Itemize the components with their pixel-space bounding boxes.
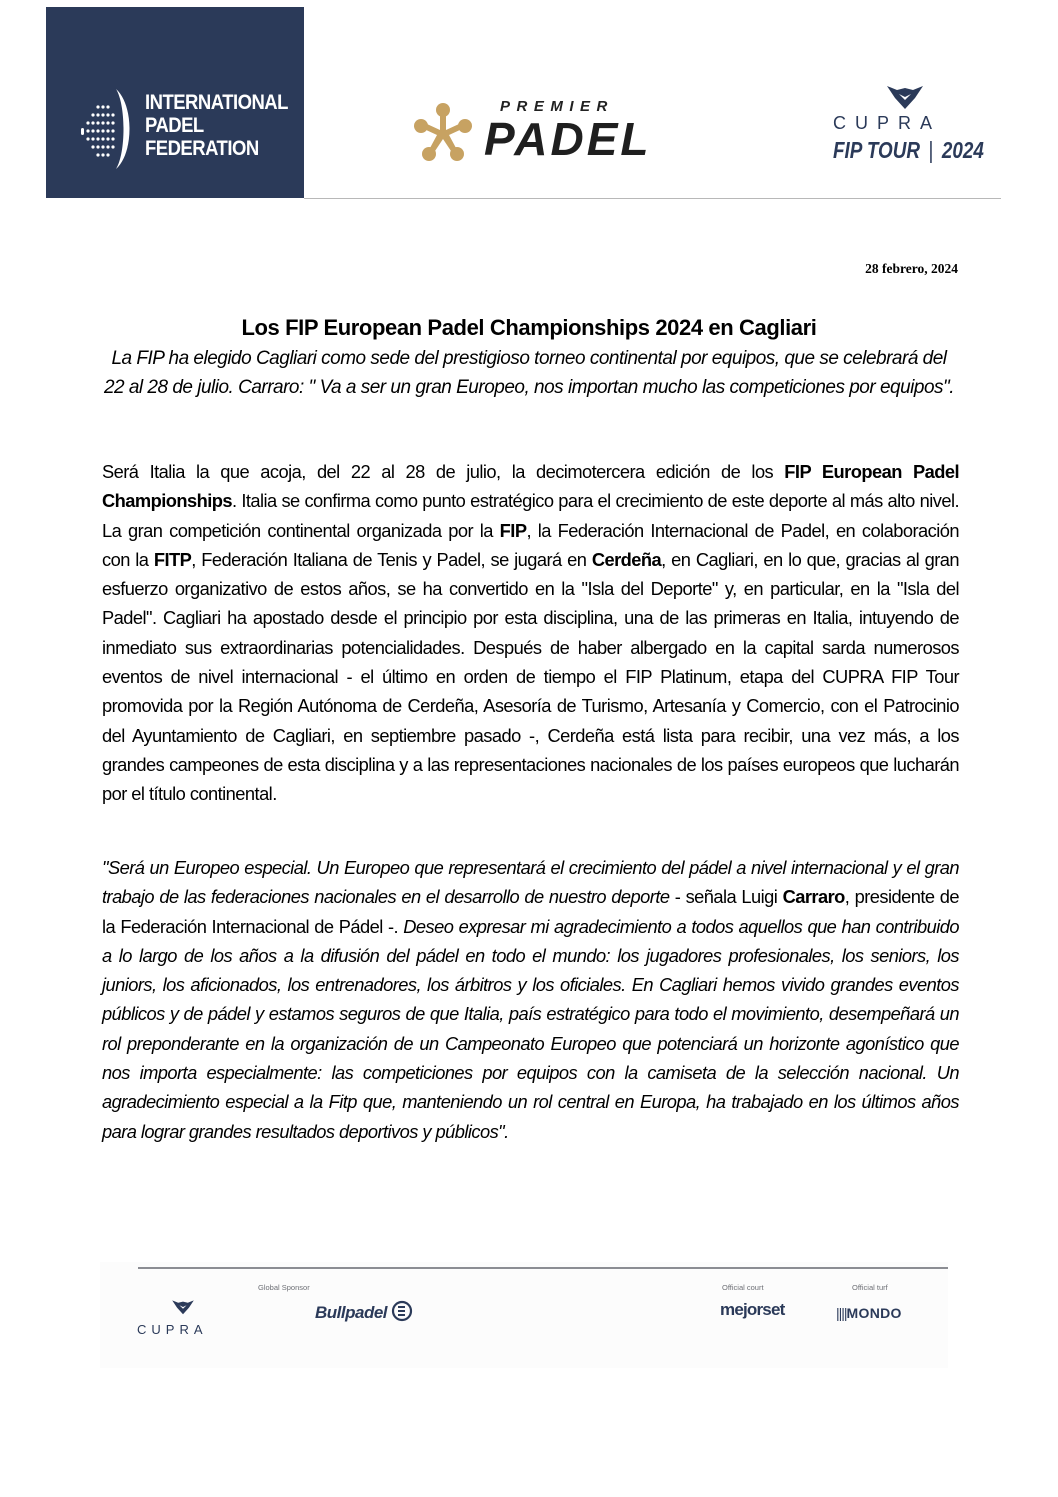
publication-date: 28 febrero, 2024 [865, 261, 958, 276]
padel-star-icon [412, 102, 474, 164]
premier-wordmark: PREMIER [500, 98, 614, 115]
ipf-wordmark [145, 91, 288, 160]
body-paragraph-1 [102, 457, 959, 809]
sponsor-label: Global Sponsor [258, 1283, 310, 1292]
text-run: - señala Luigi [669, 886, 783, 908]
sponsor-mejorset: mejorset [720, 1300, 785, 1319]
sponsor-cupra [137, 1298, 232, 1338]
sponsor-mondo [836, 1305, 902, 1321]
bold-run: Cerdeña [591, 548, 662, 570]
sponsor-label: Official court [722, 1283, 764, 1292]
quote-run: Deseo expresar mi agradecimiento a todos aquellos que han contribuido a lo largo de los años a la difusión del pádel en todo el mundo: los jugadores profesionales, los seniors, los juniors, los aficionados, los entrenadores, los árbitros y los oficiales. En Cagliari hemos vivido grandes eventos públicos y de pádel y estamos seguros de que Italia, país estratégico para todo el movimiento, desempeñará un rol preponderante en la organización de un Campeonato Europeo que potenciará un horizonte agonístico que nos importa especialmente: las competiciones por equipos con la camiseta de la selección nacional. Un agradecimiento especial a la Fitp que, manteniendo un rol central en Europa, ha trabajado en los últimos años para lograr grandes resultados deportivos y públicos". [102, 915, 959, 1142]
sponsor-bullpadel [315, 1300, 413, 1323]
padel-racket-icon [76, 87, 136, 171]
cupra-fip-tour-logo [833, 84, 983, 170]
cupra-emblem-icon [885, 84, 925, 110]
cupra-emblem-icon [171, 1298, 195, 1316]
text-run: , presidente de la Federación Internacional de Pádel -. [102, 886, 959, 937]
body-paragraph-2 [102, 853, 959, 1146]
ipf-line-2: PADEL [145, 113, 204, 137]
text-run: Será Italia la que acoja, del 22 al 28 de julio, la decimotercera edición de los [102, 461, 785, 482]
cupra-wordmark: CUPRA [137, 1322, 208, 1337]
sponsor-label: Official turf [852, 1283, 888, 1292]
mondo-wordmark: MONDO [846, 1305, 902, 1321]
bold-run: FIP European Padel Championships [102, 461, 959, 512]
text-run: , en Cagliari, en lo que, gracias al gran esfuerzo organizativo de estos años, se ha convertido en la "Isla del Deporte" y, en particular, en la "Isla del Padel". Cagliari ha apostado desde el principio por esta disciplina, una de las primeras en Italia, intuyendo de inmediato sus extraordinarias potencialidades. Después de haber albergado en la capital sarda numerosos eventos de nivel internacional - el último en orden de tiempo el FIP Platinum, etapa del CUPRA FIP Tour promovida por la Región Autónoma de Cerdeña, Asesoría de Turismo, Artesanía y Comercio, con el Patrocinio del Ayuntamiento de Cagliari, en septiembre pasado -, Cerdeña está lista para recibir, una vez más, a los grandes campeones de esta disciplina y a las representaciones nacionales de los países europeos que lucharán por el título continental. [102, 548, 960, 805]
text-run: , la Federación Internacional de Padel, en colaboración con la [102, 519, 959, 570]
premier-padel-logo [412, 92, 702, 172]
quote-run: "Será un Europeo especial. Un Europeo que representará el crecimiento del pádel a nivel internacional y el gran trabajo de las federaciones nacionales en el desarrollo de nuestro deporte [102, 857, 959, 908]
tour-year: 2024 [941, 137, 984, 163]
ipf-line-1: INTERNATIONAL [145, 90, 288, 114]
footer-divider [138, 1267, 948, 1269]
page-title: Los FIP European Padel Championships 2024 en Cagliari [241, 315, 817, 340]
bullpadel-wordmark: Bullpadel [315, 1303, 388, 1322]
mondo-stripes-icon: |||| [836, 1305, 847, 1321]
text-run: . Italia se confirma como punto estratégico para el crecimiento de este deporte al más alto nivel. La gran competición continental organizada por la [102, 490, 959, 541]
bold-run: Carraro [782, 886, 845, 908]
bullpadel-badge-icon [391, 1300, 413, 1322]
subtitle: La FIP ha elegido Cagliari como sede del prestigioso torneo continental por equipos, que se celebrará del 22 al 28 de julio. Carraro: " Va a ser un gran Europeo, nos importan mucho las competiciones por equipos". [103, 348, 955, 398]
ipf-line-3: FEDERATION [145, 136, 259, 160]
sponsor-footer [100, 1262, 948, 1368]
padel-wordmark: PADEL [484, 113, 652, 165]
fip-tour-label: FIP TOUR [833, 137, 920, 163]
fip-tour-wordmark [833, 136, 984, 164]
bold-run: FITP [153, 548, 192, 570]
text-run: , Federación Italiana de Tenis y Padel, se jugará en [191, 548, 592, 570]
divider: | [928, 137, 934, 163]
bold-run: FIP [499, 519, 527, 541]
ipf-logo [46, 7, 304, 198]
cupra-wordmark: CUPRA [833, 113, 942, 133]
header-divider [304, 198, 1001, 199]
